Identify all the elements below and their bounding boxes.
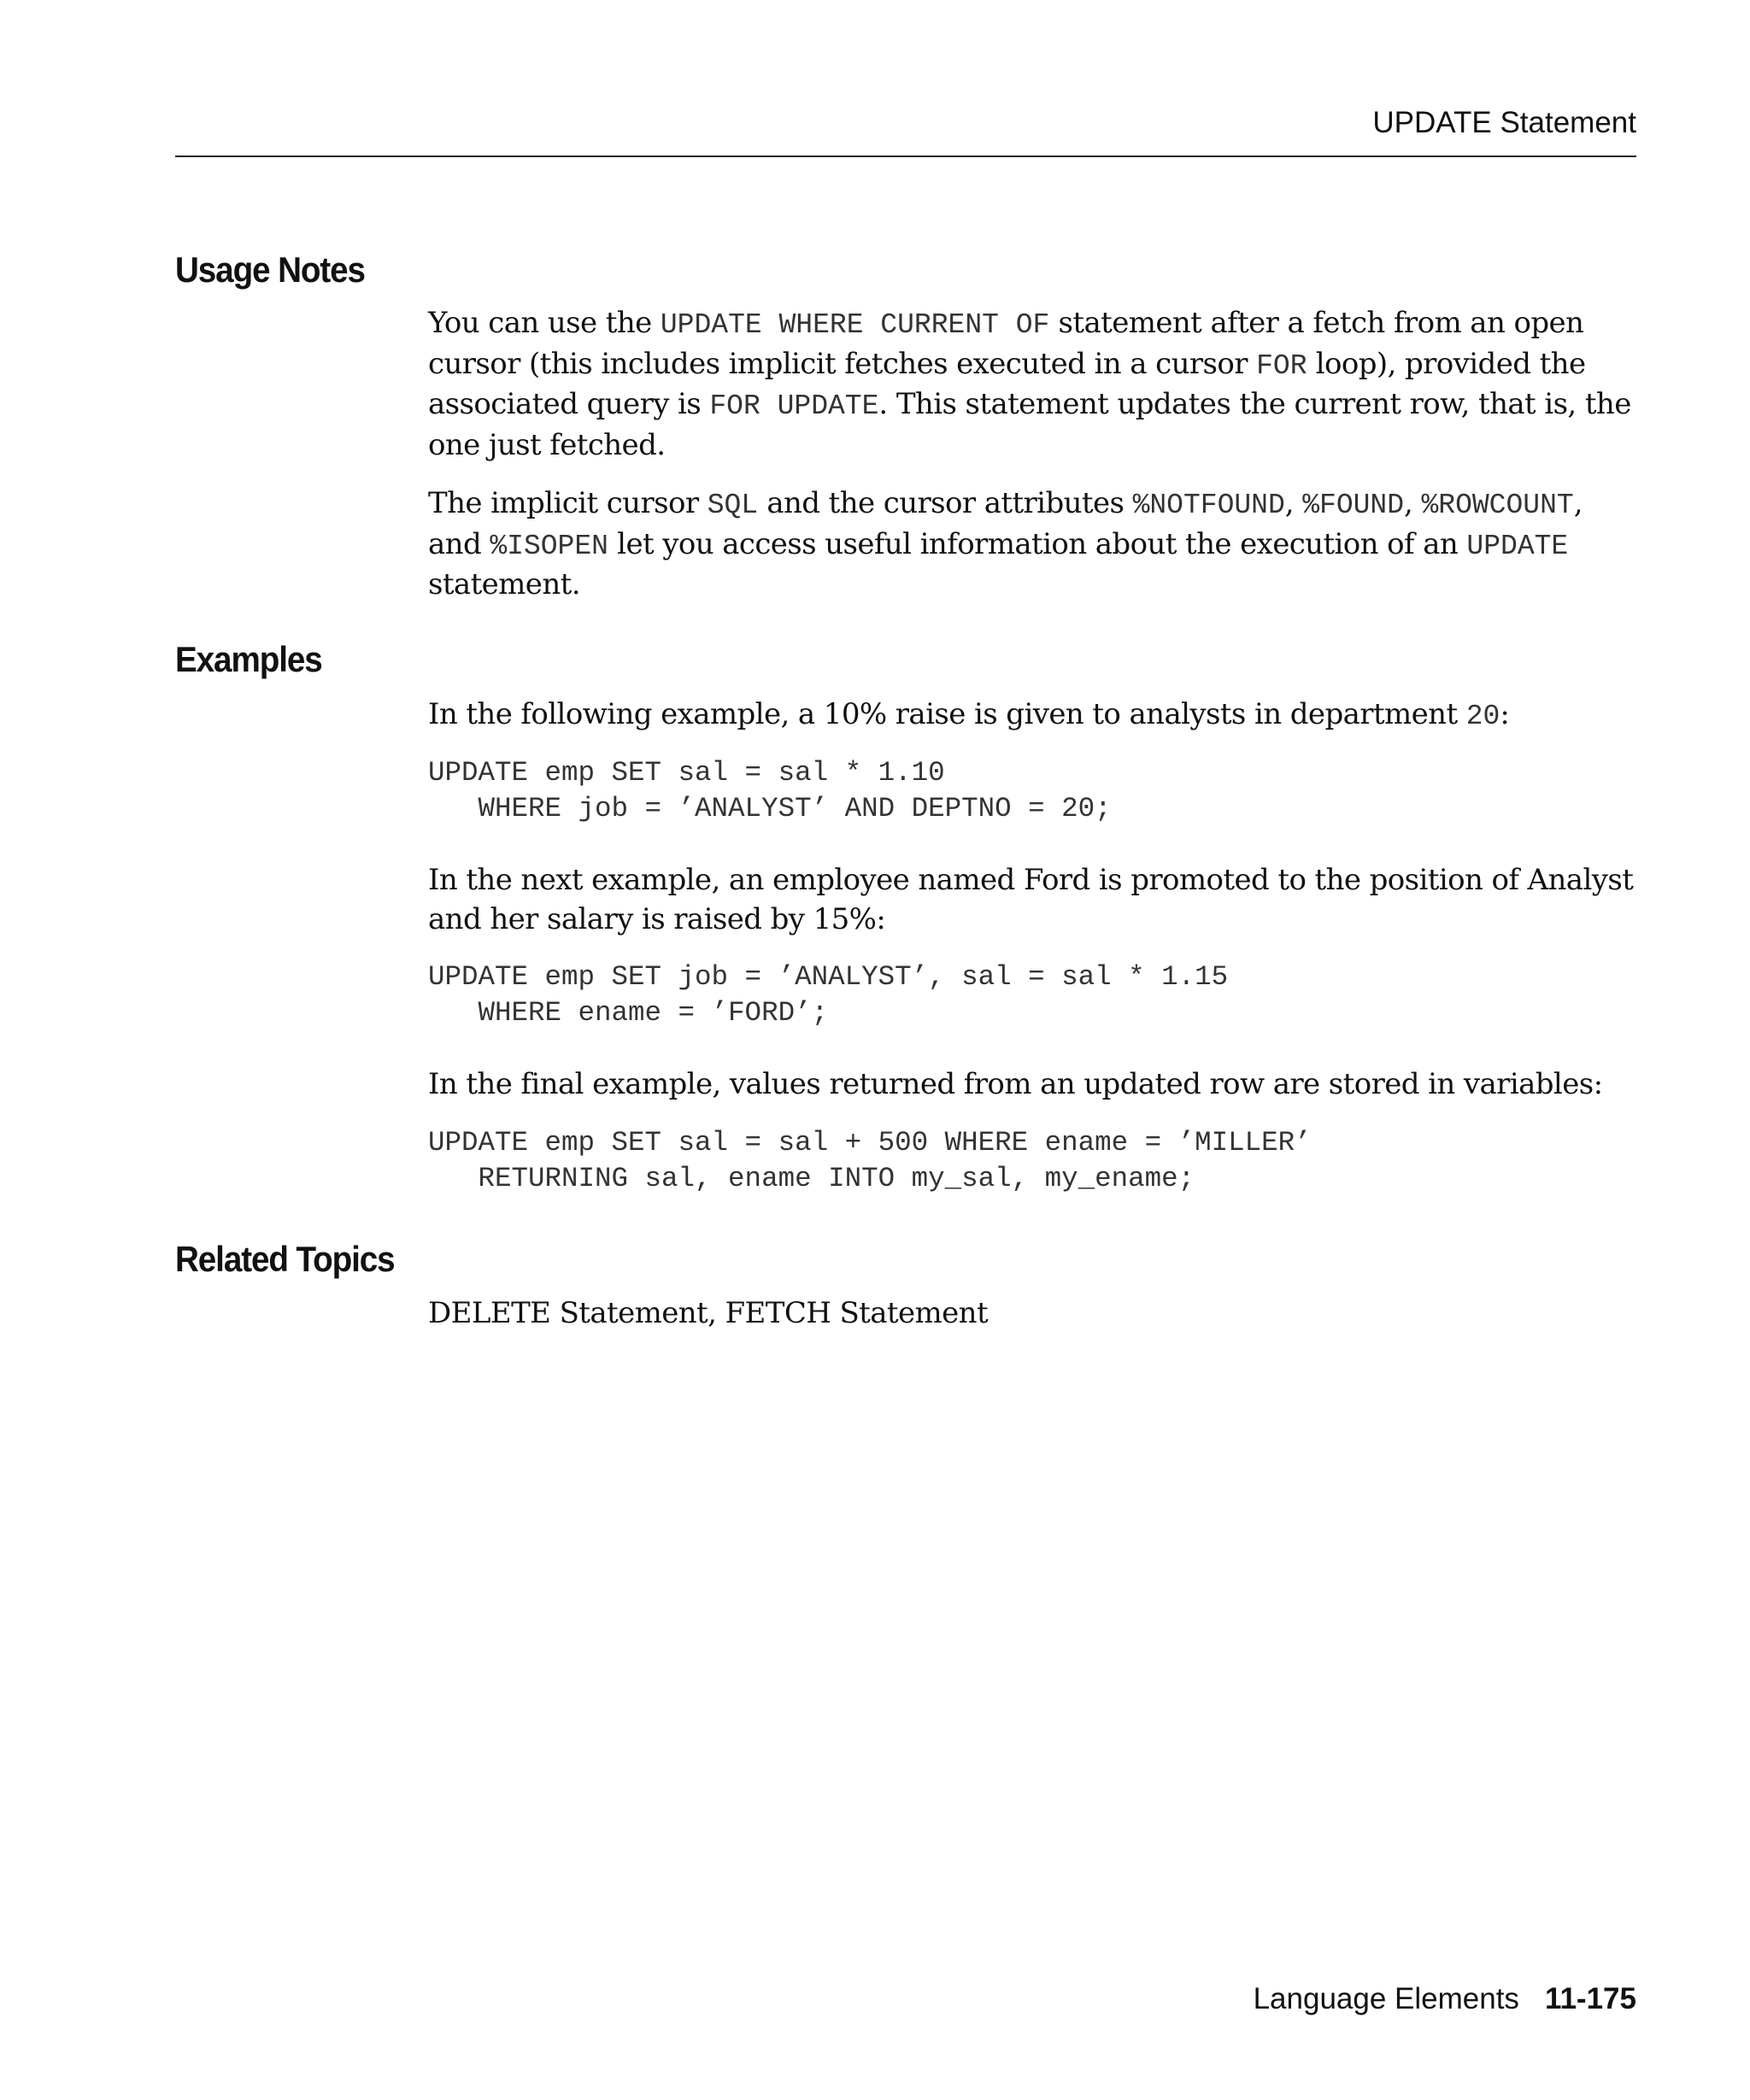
inline-code: %FOUND [1302,490,1405,521]
example-intro-2: In the next example, an employee named Ford is promoted to the position of Analyst and her salary is raised by 15%: [428,863,1634,936]
inline-code: 20 [1465,701,1500,732]
footer-section: Language Elements [1253,1982,1519,2015]
running-footer [1254,1982,1636,2016]
inline-code: FOR [1256,349,1307,382]
related-topics-body [428,1294,1641,1334]
example-intro-1: In the following example, a 10% raise is given to analysts in department 20: [428,697,1510,732]
page-number: 11-175 [1544,1982,1636,2015]
related-topics-links: DELETE Statement, FETCH Statement [428,1296,989,1330]
inline-code: %NOTFOUND [1132,490,1285,521]
inline-code: UPDATE [1466,530,1569,562]
inline-code: SQL [707,490,759,521]
inline-code: UPDATE WHERE CURRENT OF [660,309,1050,341]
code-example-3: UPDATE emp SET sal = sal + 500 WHERE ename = ’MILLER’ RETURNING sal, ename INTO my_sal, my_ename; [428,1127,1312,1194]
usage-notes-paragraph-1: You can use the UPDATE WHERE CURRENT OF statement after a fetch from an open cursor (this includes implicit fetches executed in a cursor FOR loop), provided the associated query is FOR UPDATE. This statement updates the current row, that is, the one just fetched. [428,306,1631,462]
usage-notes-heading: Usage Notes [175,249,365,290]
related-topics-heading: Related Topics [175,1239,395,1279]
header-rule [175,155,1636,157]
running-header: UPDATE Statement [1372,106,1636,139]
inline-code: %ROWCOUNT [1421,490,1574,521]
usage-notes-body [428,304,1641,605]
examples-heading: Examples [175,639,322,679]
code-example-2: UPDATE emp SET job = ’ANALYST’, sal = sal * 1.15 WHERE ename = ’FORD’; [428,961,1229,1029]
code-example-1: UPDATE emp SET sal = sal * 1.10 WHERE job = ’ANALYST’ AND DEPTNO = 20; [428,757,1112,824]
example-intro-3: In the final example, values returned from an updated row are stored in variables: [428,1067,1603,1101]
inline-code: FOR UPDATE [709,390,879,422]
inline-code: %ISOPEN [490,530,608,562]
usage-notes-paragraph-2: The implicit cursor SQL and the cursor attributes %NOTFOUND, %FOUND, %ROWCOUNT, and %ISOPEN let you access useful information about the execution of an UPDATE statement. [428,486,1583,601]
